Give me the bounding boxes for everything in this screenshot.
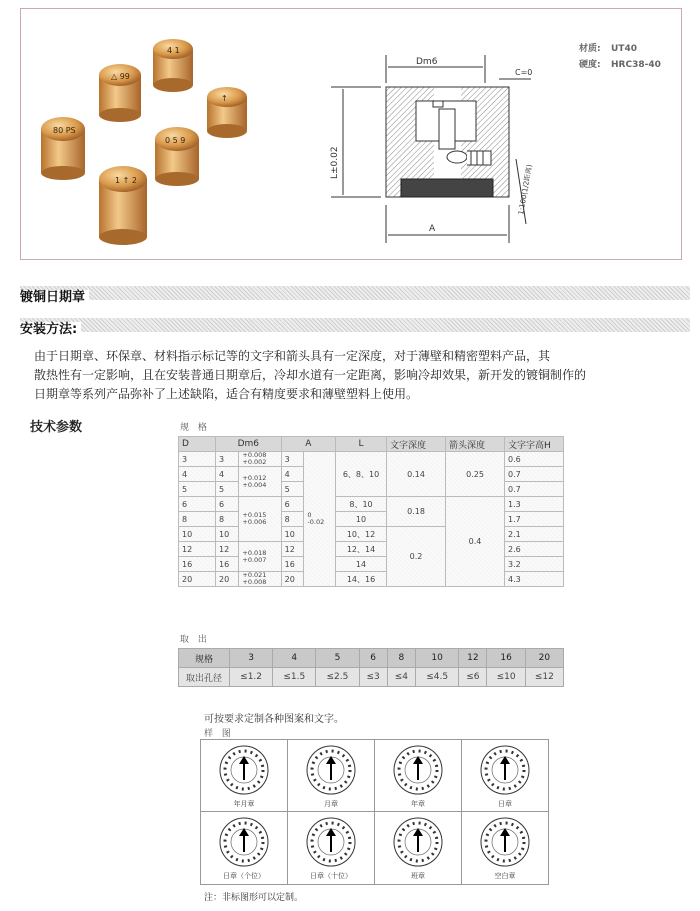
- intro-paragraph: 由于日期章、环保章、材料指示标记等的文字和箭头具有一定深度，对于薄壁和精密塑料产品，其 散热性有一定影响，且在安装普通日期章后，冷却水道有一定距离，影响冷却效果，新开发的镀铜制作的 日期章等系列产品弥补了上述缺陷，适合有精度要求和薄壁塑料上使用。: [34, 349, 587, 401]
- spec-header: 箭头深度: [446, 437, 505, 452]
- sample-label-text: 空白章: [494, 872, 516, 880]
- svg-text:↑: ↑: [221, 94, 228, 103]
- cell: 14: [336, 557, 387, 572]
- cell: 5: [179, 482, 216, 497]
- cell-tol: +0.015 +0.006: [239, 497, 281, 542]
- sample-stamp-icon: [375, 740, 461, 802]
- sample-cell: [374, 739, 462, 813]
- section-drawing: [331, 55, 531, 243]
- takeout-table-wrap: [178, 648, 564, 687]
- cell: 6: [179, 497, 216, 512]
- takeout-hole: ≤3: [359, 668, 387, 687]
- svg-text:80 PS: 80 PS: [53, 126, 76, 135]
- cell: 6: [281, 497, 304, 512]
- cell: 8: [216, 512, 239, 527]
- cell: 6、8、10: [336, 452, 387, 497]
- cell: 4: [216, 467, 239, 482]
- takeout-hole: ≤2.5: [316, 668, 359, 687]
- spec-table: [178, 436, 564, 587]
- sample-label-text: 日章（个位）: [223, 872, 265, 880]
- cell: 3: [179, 452, 216, 467]
- cell-tol: +0.008 +0.002: [239, 452, 281, 467]
- sample-stamp-icon: [462, 812, 548, 874]
- spec-header: 文字深度: [387, 437, 446, 452]
- cell: 20: [281, 572, 304, 587]
- dim-l: L±0.02: [330, 146, 340, 179]
- section-title-product: 镀铜日期章: [20, 290, 89, 305]
- takeout-size: 3: [230, 649, 273, 668]
- copper-stamp-2: [99, 64, 141, 122]
- takeout-hole: ≤6: [459, 668, 487, 687]
- cell: 2.6: [505, 542, 564, 557]
- cell: 4.3: [505, 572, 564, 587]
- custom-text: 可按要求定制各种图案和文字。: [204, 714, 344, 725]
- sample-label-text: 月章: [324, 800, 338, 808]
- sample-label-text: 年月章: [233, 800, 255, 808]
- sample-label-text: 日章（十位）: [310, 872, 352, 880]
- sample-label-text: 日章: [498, 800, 512, 808]
- cell: 10: [281, 527, 304, 542]
- cell: 0.4: [446, 497, 505, 587]
- sample-cell: [200, 811, 288, 885]
- product-figure: [21, 9, 681, 259]
- cell-tol: +0.021 +0.008: [239, 572, 281, 587]
- takeout-size: 12: [459, 649, 487, 668]
- takeout-hole: ≤1.2: [230, 668, 273, 687]
- spec-header: Dm6: [216, 437, 282, 452]
- sample-stamp-icon: [201, 740, 287, 802]
- sample-cell: [200, 739, 288, 813]
- takeout-hole: ≤4.5: [416, 668, 459, 687]
- cell: 10、12: [336, 527, 387, 542]
- sample-cell: [287, 811, 375, 885]
- cell: 12: [216, 542, 239, 557]
- sample-stamp-icon: [375, 812, 461, 874]
- svg-text:4 1: 4 1: [167, 46, 180, 55]
- copper-stamp-5: [155, 127, 199, 186]
- cell-tol: +0.012 +0.004: [239, 467, 281, 497]
- cell: 8: [179, 512, 216, 527]
- takeout-hole: ≤1.5: [273, 668, 316, 687]
- cell: 12: [281, 542, 304, 557]
- takeout-size: 4: [273, 649, 316, 668]
- cell: 5: [281, 482, 304, 497]
- cell-tol-a: 0 -0.02: [304, 452, 336, 587]
- footnote: 注：非标图形可以定制。: [204, 893, 304, 903]
- copper-stamp-6: [99, 166, 147, 245]
- cell: 20: [179, 572, 216, 587]
- cell-tol: +0.018 +0.007: [239, 542, 281, 572]
- samples-grid: [200, 739, 548, 883]
- hardness-value: HRC38-40: [611, 60, 661, 70]
- material-value: UT40: [611, 44, 637, 54]
- sample-cell: [461, 811, 549, 885]
- sample-cell: [287, 739, 375, 813]
- sample-cell: [374, 811, 462, 885]
- takeout-hole: ≤12: [525, 668, 563, 687]
- sample-stamp-icon: [288, 812, 374, 874]
- cell: 1.7: [505, 512, 564, 527]
- cell: 20: [216, 572, 239, 587]
- section-bar-2: [20, 318, 690, 337]
- takeout-hole: ≤10: [487, 668, 525, 687]
- material-label: 材质:: [579, 44, 601, 54]
- hardness-label: 硬度:: [579, 60, 601, 70]
- cell: 10: [216, 527, 239, 542]
- sample-stamp-icon: [462, 740, 548, 802]
- copper-stamp-1: [153, 39, 193, 92]
- dim-c: C=0: [515, 68, 533, 77]
- cell: 0.7: [505, 467, 564, 482]
- svg-text:△ 99: △ 99: [111, 72, 130, 81]
- svg-text:1 ↑ 2: 1 ↑ 2: [115, 176, 137, 185]
- takeout-label: 取 出: [180, 635, 210, 645]
- cell: 3: [216, 452, 239, 467]
- cell: 8、10: [336, 497, 387, 512]
- cell: 0.25: [446, 452, 505, 497]
- takeout-size: 20: [525, 649, 563, 668]
- cell: 0.7: [505, 482, 564, 497]
- takeout-size: 8: [387, 649, 415, 668]
- cell: 12: [179, 542, 216, 557]
- spec-header: A: [281, 437, 335, 452]
- cell: 4: [281, 467, 304, 482]
- dim-a: A: [429, 224, 436, 234]
- cell: 3: [281, 452, 304, 467]
- dim-dm6: Dm6: [416, 57, 438, 67]
- dim-slope: 1:100(1/2距离): [517, 163, 534, 216]
- cell: 16: [179, 557, 216, 572]
- cell: 1.3: [505, 497, 564, 512]
- sample-label: 样 图: [204, 729, 234, 739]
- cell: 12、14: [336, 542, 387, 557]
- takeout-size: 16: [487, 649, 525, 668]
- product-figure-box: [20, 8, 682, 260]
- sample-stamp-icon: [288, 740, 374, 802]
- takeout-size: 6: [359, 649, 387, 668]
- takeout-head: 取出孔径: [179, 668, 230, 687]
- spec-label: 规 格: [180, 423, 210, 433]
- cell: 6: [216, 497, 239, 512]
- takeout-head: 规格: [179, 649, 230, 668]
- spec-header: D: [179, 437, 216, 452]
- cell: 0.18: [387, 497, 446, 527]
- spec-header: L: [336, 437, 387, 452]
- takeout-size: 10: [416, 649, 459, 668]
- svg-text:0 5 9: 0 5 9: [165, 136, 186, 145]
- cell: 16: [281, 557, 304, 572]
- sample-stamp-icon: [201, 812, 287, 874]
- cell: 10: [179, 527, 216, 542]
- copper-stamp-4: [41, 117, 85, 180]
- cell: 8: [281, 512, 304, 527]
- section-title-install: 安装方法:: [20, 322, 81, 337]
- cell: 0.2: [387, 527, 446, 587]
- takeout-hole: ≤4: [387, 668, 415, 687]
- takeout-table: [178, 648, 564, 687]
- cell: 0.14: [387, 452, 446, 497]
- cell: 4: [179, 467, 216, 482]
- sample-label-text: 班章: [411, 872, 425, 880]
- cell: 14、16: [336, 572, 387, 587]
- cell: 5: [216, 482, 239, 497]
- cell: 16: [216, 557, 239, 572]
- copper-stamp-3: [207, 87, 247, 138]
- cell: 3.2: [505, 557, 564, 572]
- takeout-size: 5: [316, 649, 359, 668]
- cell: 2.1: [505, 527, 564, 542]
- sample-label-text: 年章: [411, 800, 425, 808]
- cell: 10: [336, 512, 387, 527]
- sample-cell: [461, 739, 549, 813]
- tech-title: 技术参数: [30, 420, 83, 435]
- spec-table-wrap: [178, 436, 564, 587]
- cell: 0.6: [505, 452, 564, 467]
- spec-header: 文字字高H: [505, 437, 564, 452]
- section-bar-1: [20, 286, 690, 305]
